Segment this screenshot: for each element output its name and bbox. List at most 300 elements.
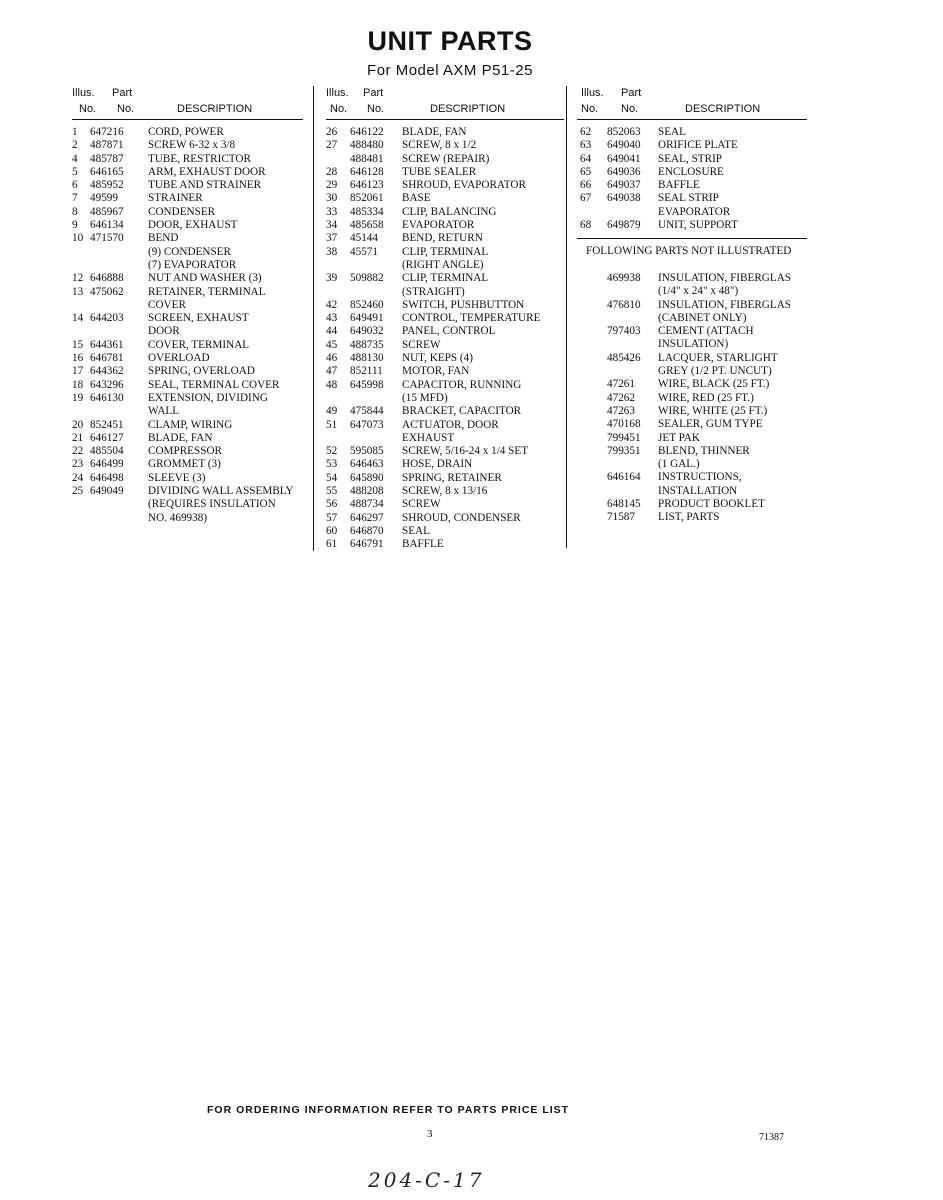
handwritten-note: 204-C-17 xyxy=(368,1168,485,1192)
part-description: EVAPORATOR xyxy=(402,219,475,232)
part-description: SHROUD, EVAPORATOR xyxy=(402,179,526,192)
part-number: 646791 xyxy=(350,538,384,551)
part-number: 488130 xyxy=(350,352,384,365)
part-number: 470168 xyxy=(607,418,641,431)
part-row xyxy=(326,139,564,152)
part-row xyxy=(326,153,564,166)
part-row xyxy=(577,192,807,205)
part-number: 485658 xyxy=(350,219,384,232)
part-description: DOOR xyxy=(148,325,180,338)
part-description: EXHAUST xyxy=(402,431,455,444)
part-number: 649049 xyxy=(90,485,124,498)
part-row xyxy=(72,153,303,166)
header-description: DESCRIPTION xyxy=(685,103,761,115)
part-row xyxy=(577,299,807,312)
part-row xyxy=(72,339,303,352)
part-description: BLADE, FAN xyxy=(402,126,467,138)
part-row xyxy=(326,259,564,272)
part-description: SLEEVE (3) xyxy=(148,471,206,484)
column-divider xyxy=(313,86,314,551)
part-row xyxy=(577,392,807,405)
part-row xyxy=(326,286,564,299)
illus-number: 29 xyxy=(326,179,338,192)
part-description: GREY (1/2 PT. UNCUT) xyxy=(658,365,772,378)
part-number: 487871 xyxy=(90,139,124,152)
part-number: 645998 xyxy=(350,378,384,391)
part-description: SCREW 6-32 x 3/8 xyxy=(148,139,236,152)
part-description: COVER, TERMINAL xyxy=(148,338,250,351)
part-description: OVERLOAD xyxy=(148,352,210,365)
part-number: 646499 xyxy=(90,458,124,471)
not-illustrated-heading: FOLLOWING PARTS NOT ILLUSTRATED xyxy=(586,245,792,257)
part-row xyxy=(326,312,564,325)
part-row xyxy=(577,206,807,219)
part-description: INSULATION, FIBERGLAS xyxy=(658,272,792,284)
part-row xyxy=(72,232,303,245)
part-number: 799451 xyxy=(607,431,641,444)
part-number: 485426 xyxy=(607,351,641,364)
part-description: SCREW, 8 x 13/16 xyxy=(402,485,488,498)
illus-number: 52 xyxy=(326,445,338,458)
part-row xyxy=(577,179,807,192)
part-description: LIST, PARTS xyxy=(658,511,720,524)
part-row xyxy=(72,405,303,418)
illus-number: 33 xyxy=(326,205,338,218)
illus-number: 5 xyxy=(72,165,78,178)
illus-number: 25 xyxy=(72,485,84,498)
part-description: INSULATION) xyxy=(658,338,729,351)
part-description: ARM, EXHAUST DOOR xyxy=(148,165,266,178)
illus-number: 19 xyxy=(72,391,84,404)
part-number: 649036 xyxy=(607,165,641,178)
part-number: 646123 xyxy=(350,179,384,192)
part-number: 595085 xyxy=(350,445,384,458)
part-description: STRAINER xyxy=(148,192,203,205)
parts-list xyxy=(72,126,303,525)
part-description: TUBE AND STRAINER xyxy=(148,179,262,192)
header-part: Part xyxy=(621,87,642,99)
illus-number: 16 xyxy=(72,352,84,365)
header-part: Part xyxy=(112,87,133,99)
part-description: EVAPORATOR xyxy=(658,205,731,218)
column-divider xyxy=(566,86,567,548)
part-description: WIRE, BLACK (25 FT.) xyxy=(658,378,770,391)
part-description: CORD, POWER xyxy=(148,126,224,138)
part-row xyxy=(72,419,303,432)
part-number: 488734 xyxy=(350,498,384,511)
part-description: CEMENT (ATTACH xyxy=(658,325,754,338)
part-number: 47263 xyxy=(607,404,635,417)
part-row xyxy=(326,498,564,511)
illus-number: 2 xyxy=(72,139,78,152)
column-header xyxy=(326,86,564,120)
part-number: 646127 xyxy=(90,431,124,444)
part-description: (7) EVAPORATOR xyxy=(148,258,237,271)
part-row xyxy=(326,472,564,485)
not-illustrated-list xyxy=(577,272,807,525)
part-row xyxy=(326,246,564,259)
illus-number: 12 xyxy=(72,272,84,285)
part-description: ACTUATOR, DOOR xyxy=(402,418,499,431)
part-row xyxy=(326,525,564,538)
illus-number: 37 xyxy=(326,232,338,245)
part-row xyxy=(577,166,807,179)
part-number: 71587 xyxy=(607,511,635,524)
part-description: NO. 469938) xyxy=(148,511,208,524)
header-description: DESCRIPTION xyxy=(430,103,506,115)
part-description: NUT AND WASHER (3) xyxy=(148,272,262,285)
part-row xyxy=(72,432,303,445)
part-description: SCREW xyxy=(402,498,441,511)
header-part-no: No. xyxy=(117,103,135,115)
part-number: 647073 xyxy=(350,418,384,431)
illus-number: 65 xyxy=(580,165,592,178)
part-description: UNIT, SUPPORT xyxy=(658,219,738,232)
illus-number: 30 xyxy=(326,192,338,205)
illus-number: 17 xyxy=(72,365,84,378)
part-number: 649032 xyxy=(350,325,384,338)
part-number: 852063 xyxy=(607,126,641,138)
illus-number: 42 xyxy=(326,298,338,311)
part-number: 649038 xyxy=(607,192,641,205)
part-number: 646781 xyxy=(90,352,124,365)
part-number: 488480 xyxy=(350,139,384,152)
part-description: HOSE, DRAIN xyxy=(402,458,473,471)
illus-number: 48 xyxy=(326,378,338,391)
part-description: SHROUD, CONDENSER xyxy=(402,511,521,524)
part-row xyxy=(577,485,807,498)
part-description: CONTROL, TEMPERATURE xyxy=(402,312,541,325)
parts-list xyxy=(326,126,564,552)
part-number: 646463 xyxy=(350,458,384,471)
part-number: 471570 xyxy=(90,232,124,245)
parts-column-1 xyxy=(72,86,303,525)
part-row xyxy=(326,392,564,405)
page-number: 3 xyxy=(427,1128,433,1140)
part-number: 644203 xyxy=(90,312,124,325)
part-row xyxy=(326,538,564,551)
part-description: DOOR, EXHAUST xyxy=(148,219,238,232)
illus-number: 68 xyxy=(580,219,592,232)
part-number: 646870 xyxy=(350,524,384,537)
part-description: COMPRESSOR xyxy=(148,445,222,458)
part-description: BAFFLE xyxy=(402,538,444,551)
part-description: SEALER, GUM TYPE xyxy=(658,418,763,431)
part-description: CONDENSER xyxy=(148,205,216,218)
part-number: 49599 xyxy=(90,192,118,205)
part-description: COVER xyxy=(148,298,186,311)
part-description: (9) CONDENSER xyxy=(148,245,231,258)
header-rule xyxy=(326,119,564,120)
part-row xyxy=(326,458,564,471)
illus-number: 38 xyxy=(326,245,338,258)
part-description: LACQUER, STARLIGHT xyxy=(658,351,778,364)
illus-number: 10 xyxy=(72,232,84,245)
part-number: 643296 xyxy=(90,378,124,391)
part-number: 649041 xyxy=(607,152,641,165)
illus-number: 8 xyxy=(72,205,78,218)
part-number: 488481 xyxy=(350,152,384,165)
part-number: 45571 xyxy=(350,245,378,258)
illus-number: 47 xyxy=(326,365,338,378)
part-row xyxy=(577,352,807,365)
part-row xyxy=(577,272,807,285)
part-description: CLIP, TERMINAL xyxy=(402,245,489,258)
part-number: 646888 xyxy=(90,272,124,285)
part-row xyxy=(577,378,807,391)
illus-number: 23 xyxy=(72,458,84,471)
part-row xyxy=(577,219,807,232)
part-row xyxy=(577,325,807,338)
part-row xyxy=(72,259,303,272)
part-row xyxy=(72,139,303,152)
part-description: JET PAK xyxy=(658,431,700,444)
part-row xyxy=(577,458,807,471)
parts-list xyxy=(577,126,807,232)
part-row xyxy=(577,445,807,458)
part-row xyxy=(326,192,564,205)
illus-number: 56 xyxy=(326,498,338,511)
part-description: SPRING, RETAINER xyxy=(402,471,502,484)
part-number: 647216 xyxy=(90,126,124,138)
part-number: 649491 xyxy=(350,312,384,325)
illus-number: 7 xyxy=(72,192,78,205)
illus-number: 15 xyxy=(72,338,84,351)
part-number: 485787 xyxy=(90,152,124,165)
header-rule xyxy=(577,119,807,120)
illus-number: 43 xyxy=(326,312,338,325)
part-row xyxy=(72,485,303,498)
part-row xyxy=(326,219,564,232)
illus-number: 22 xyxy=(72,445,84,458)
part-description: SWITCH, PUSHBUTTON xyxy=(402,298,525,311)
part-row xyxy=(72,272,303,285)
part-row xyxy=(326,325,564,338)
part-description: SPRING, OVERLOAD xyxy=(148,365,255,378)
part-number: 644362 xyxy=(90,365,124,378)
part-description: NUT, KEPS (4) xyxy=(402,352,473,365)
part-row xyxy=(326,485,564,498)
part-number: 852111 xyxy=(350,365,383,378)
part-row xyxy=(326,432,564,445)
part-description: INSULATION, FIBERGLAS xyxy=(658,298,792,311)
header-illus-no: No. xyxy=(581,103,599,115)
part-description: WIRE, RED (25 FT.) xyxy=(658,391,754,404)
part-number: 646165 xyxy=(90,165,124,178)
header-part: Part xyxy=(363,87,384,99)
part-description: (CABINET ONLY) xyxy=(658,311,747,324)
part-description: ENCLOSURE xyxy=(658,165,724,178)
header-illus: Illus. xyxy=(72,87,95,99)
part-description: SCREW xyxy=(402,338,441,351)
part-row xyxy=(577,312,807,325)
illus-number: 1 xyxy=(72,126,78,138)
part-description: BAFFLE xyxy=(658,179,700,192)
part-description: (REQUIRES INSULATION xyxy=(148,498,276,511)
part-number: 47262 xyxy=(607,391,635,404)
illus-number: 24 xyxy=(72,471,84,484)
part-row xyxy=(72,179,303,192)
part-row xyxy=(326,405,564,418)
illus-number: 18 xyxy=(72,378,84,391)
part-description: SCREW (REPAIR) xyxy=(402,152,490,165)
part-number: 485952 xyxy=(90,179,124,192)
part-description: BLEND, THINNER xyxy=(658,444,750,457)
part-number: 646130 xyxy=(90,391,124,404)
part-description: DIVIDING WALL ASSEMBLY xyxy=(148,485,294,498)
illus-number: 26 xyxy=(326,126,338,138)
part-number: 644361 xyxy=(90,338,124,351)
part-row xyxy=(72,312,303,325)
part-row xyxy=(577,511,807,524)
illus-number: 9 xyxy=(72,219,78,232)
part-number: 799351 xyxy=(607,444,641,457)
part-number: 47261 xyxy=(607,378,635,391)
part-number: 852451 xyxy=(90,418,124,431)
illus-number: 66 xyxy=(580,179,592,192)
part-number: 649040 xyxy=(607,139,641,152)
part-number: 649037 xyxy=(607,179,641,192)
document-code: 71387 xyxy=(759,1132,784,1143)
illus-number: 57 xyxy=(326,511,338,524)
header-rule xyxy=(72,119,303,120)
part-description: INSTALLATION xyxy=(658,484,738,497)
part-row xyxy=(72,392,303,405)
illus-number: 61 xyxy=(326,538,338,551)
part-description: ORIFICE PLATE xyxy=(658,139,738,152)
parts-column-2 xyxy=(326,86,564,552)
part-description: WALL xyxy=(148,405,180,418)
part-row xyxy=(72,498,303,511)
part-row xyxy=(577,432,807,445)
part-description: SEAL, STRIP xyxy=(658,152,723,165)
part-description: BEND, RETURN xyxy=(402,232,483,245)
illus-number: 44 xyxy=(326,325,338,338)
part-number: 485504 xyxy=(90,445,124,458)
illus-number: 20 xyxy=(72,418,84,431)
ordering-footer: FOR ORDERING INFORMATION REFER TO PARTS PRICE LIST xyxy=(207,1104,570,1116)
part-number: 45144 xyxy=(350,232,378,245)
illus-number: 28 xyxy=(326,165,338,178)
part-number: 797403 xyxy=(607,325,641,338)
part-row xyxy=(326,352,564,365)
part-description: CLAMP, WIRING xyxy=(148,418,233,431)
part-description: SEAL STRIP xyxy=(658,192,719,205)
part-description: INSTRUCTIONS, xyxy=(658,471,742,484)
illus-number: 27 xyxy=(326,139,338,152)
not-illustrated-rule xyxy=(577,238,807,239)
part-number: 485334 xyxy=(350,205,384,218)
part-row xyxy=(72,352,303,365)
part-description: WIRE, WHITE (25 FT.) xyxy=(658,404,768,417)
part-description: CLIP, BALANCING xyxy=(402,205,497,218)
part-number: 649879 xyxy=(607,219,641,232)
part-row xyxy=(577,498,807,511)
part-row xyxy=(72,166,303,179)
part-description: SEAL xyxy=(658,126,686,138)
part-row xyxy=(72,472,303,485)
part-row xyxy=(72,192,303,205)
part-description: (RIGHT ANGLE) xyxy=(402,258,484,271)
part-description: BASE xyxy=(402,192,431,205)
illus-number: 53 xyxy=(326,458,338,471)
part-number: 485967 xyxy=(90,205,124,218)
part-description: MOTOR, FAN xyxy=(402,365,470,378)
part-row xyxy=(72,445,303,458)
illus-number: 45 xyxy=(326,338,338,351)
part-row xyxy=(577,405,807,418)
header-illus: Illus. xyxy=(326,87,349,99)
part-row xyxy=(326,272,564,285)
illus-number: 60 xyxy=(326,524,338,537)
illus-number: 64 xyxy=(580,152,592,165)
part-description: (15 MFD) xyxy=(402,391,448,404)
part-row xyxy=(72,286,303,299)
part-row xyxy=(577,285,807,298)
column-header xyxy=(72,86,303,120)
part-row xyxy=(326,179,564,192)
part-row xyxy=(577,418,807,431)
part-description: CAPACITOR, RUNNING xyxy=(402,378,522,391)
part-row xyxy=(577,365,807,378)
part-number: 646297 xyxy=(350,511,384,524)
header-part-no: No. xyxy=(621,103,639,115)
illus-number: 4 xyxy=(72,152,78,165)
illus-number: 14 xyxy=(72,312,84,325)
part-row xyxy=(326,299,564,312)
part-row xyxy=(326,206,564,219)
part-number: 852061 xyxy=(350,192,384,205)
part-row xyxy=(326,512,564,525)
column-header xyxy=(577,86,807,120)
header-illus-no: No. xyxy=(330,103,348,115)
part-row xyxy=(72,379,303,392)
header-part-no: No. xyxy=(367,103,385,115)
part-row xyxy=(326,126,564,139)
header-illus: Illus. xyxy=(581,87,604,99)
part-row xyxy=(577,471,807,484)
part-description: (1/4" x 24" x 48") xyxy=(658,285,739,298)
part-row xyxy=(577,153,807,166)
part-row xyxy=(72,512,303,525)
illus-number: 39 xyxy=(326,272,338,285)
part-row xyxy=(72,365,303,378)
part-number: 646134 xyxy=(90,219,124,232)
part-description: EXTENSION, DIVIDING xyxy=(148,391,268,404)
illus-number: 62 xyxy=(580,126,592,138)
part-row xyxy=(326,445,564,458)
illus-number: 67 xyxy=(580,192,592,205)
part-number: 646498 xyxy=(90,471,124,484)
part-number: 646164 xyxy=(607,471,641,484)
part-description: (STRAIGHT) xyxy=(402,285,465,298)
illus-number: 54 xyxy=(326,471,338,484)
part-row xyxy=(72,206,303,219)
part-description: SEAL, TERMINAL COVER xyxy=(148,378,280,391)
part-row xyxy=(326,365,564,378)
part-number: 646128 xyxy=(350,165,384,178)
part-row xyxy=(72,458,303,471)
part-description: TUBE SEALER xyxy=(402,165,477,178)
illus-number: 55 xyxy=(326,485,338,498)
part-row xyxy=(72,325,303,338)
illus-number: 51 xyxy=(326,418,338,431)
part-row xyxy=(326,166,564,179)
header-description: DESCRIPTION xyxy=(177,103,253,115)
part-number: 469938 xyxy=(607,272,641,284)
part-description: GROMMET (3) xyxy=(148,458,221,471)
illus-number: 49 xyxy=(326,405,338,418)
